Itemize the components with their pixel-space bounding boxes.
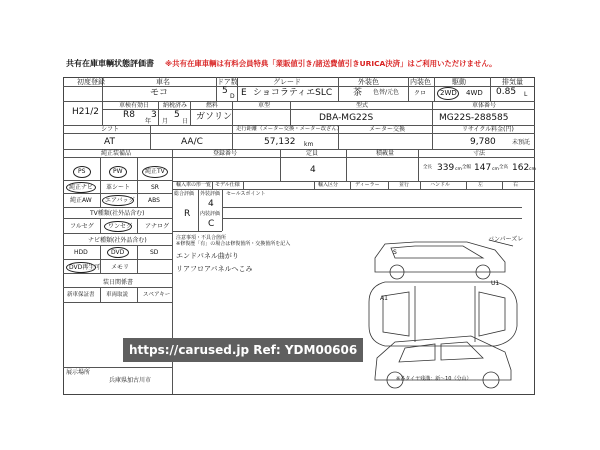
fuel-header: 燃料: [206, 102, 219, 109]
drive-4wd: 4WD: [466, 89, 483, 97]
tv-title: TV種類(社外品含む): [90, 210, 145, 217]
note-line-2: リアフロアパネルへこみ: [176, 265, 253, 273]
color-code-header: 色替/元色: [373, 89, 400, 96]
dealer-header: ディーラー: [355, 182, 380, 188]
doors-value: 5: [222, 86, 228, 96]
inspection-header: 車検有効日: [119, 102, 150, 109]
int-grade-header: 内装評価: [200, 211, 221, 217]
height-unit: cm: [529, 167, 536, 172]
type-value: DBA-MG22S: [319, 113, 374, 123]
doors-unit: D: [230, 93, 235, 100]
length-value: 339: [437, 163, 455, 173]
damage-mark-a1: A1: [380, 295, 388, 302]
unit-month: 月: [162, 118, 169, 125]
navi-sd: SD: [150, 249, 159, 256]
equip-abs: ABS: [148, 197, 160, 204]
equip-airbag: エアバッグ: [105, 197, 135, 204]
drive-2wd: 2WD: [440, 89, 457, 97]
damage-mark-u1: U1: [491, 280, 500, 287]
disp-value: 0.85: [496, 87, 517, 97]
body-header: 車型: [258, 102, 271, 109]
notes-sub: ※修復歴「有」の場合は修復箇所・交換箇所を記入: [176, 241, 291, 247]
handle-left: 左: [478, 182, 484, 188]
inspection-month: 3: [151, 110, 157, 120]
shift-value: AT: [104, 137, 115, 147]
import-cat-header: 輸入区分: [318, 182, 339, 188]
ext-color-header: 外装色: [358, 78, 379, 86]
sales-point-header: セールスポイント: [226, 191, 266, 197]
tax-header: 納税済み: [163, 102, 188, 109]
chassis-value: MG22S-288585: [439, 113, 509, 123]
location-value: 兵庫県加古川市: [109, 377, 152, 384]
total-grade: 4: [208, 199, 214, 209]
int-color-header: 内装色: [410, 78, 431, 86]
location-header: 展示場所: [66, 369, 91, 376]
length-unit: cm: [455, 167, 462, 172]
total-grade-header: 総合評価: [174, 191, 195, 197]
grade-prefix: E: [241, 88, 247, 98]
equip-sr: SR: [151, 184, 159, 191]
navi-hdd: HDD: [74, 249, 88, 256]
damage-mark-s: S: [393, 249, 397, 256]
equip-pw: PW: [113, 168, 123, 175]
int-grade: C: [208, 219, 215, 229]
doc-spare-key: スペアキー: [143, 292, 171, 298]
inspection-era: R8: [123, 110, 135, 120]
width-unit: cm: [492, 167, 499, 172]
shift-header: シフト: [101, 126, 120, 133]
import-header: 輸入車の形一覧: [176, 182, 212, 188]
unit-year: 年: [145, 118, 152, 125]
ext-color-value: 茶: [353, 88, 363, 98]
length-label: 全長: [423, 165, 432, 170]
model-header: 車名: [156, 78, 170, 86]
type-header: 型式: [356, 102, 369, 109]
bumper-label: バンパーズレ: [488, 236, 524, 243]
navi-title: ナビ種類(社外品含む): [88, 237, 147, 244]
capacity-header: 定員: [306, 150, 319, 157]
unit-day: 日: [182, 118, 189, 125]
parallel-header: 並行: [399, 182, 410, 188]
equip-ps: PS: [78, 168, 86, 175]
drive-header: 駆動: [452, 78, 466, 86]
first-reg-header: 初度登録: [77, 78, 105, 86]
disp-unit: L: [524, 91, 528, 98]
mileage-value: 57,132: [264, 137, 296, 147]
meter-header: メーター交換: [369, 126, 406, 133]
chassis-header: 車体番号: [472, 102, 497, 109]
notes-header: 注意事項・不具合箇所: [176, 235, 227, 241]
fuel-value: ガソリン: [196, 112, 233, 122]
mileage-header: 走行距離（メーター交換・メーター改ざん）: [236, 126, 342, 132]
note-line-1: エンドパネル曲がり: [176, 252, 239, 260]
height-value: 162: [512, 163, 530, 173]
navi-dvd: DVD: [111, 249, 125, 256]
height-label: 全高: [499, 165, 508, 170]
equip-leather-seat: 革シート: [106, 184, 131, 191]
ext-grade: R: [184, 209, 191, 219]
docs-title: 装日関係書: [103, 279, 134, 286]
reg-no-header: 登録番号: [213, 150, 238, 157]
grade-header: グレード: [273, 78, 301, 86]
watermark-banner: https://carused.jp Ref: YDM00606: [123, 338, 363, 362]
capacity-value: 4: [310, 165, 316, 175]
tv-analog: アナログ: [145, 223, 170, 230]
int-color-value: クロ: [414, 90, 427, 97]
tv-one: ワンセグ: [108, 223, 133, 230]
width-value: 147: [474, 163, 492, 173]
handle-right: 右: [513, 182, 519, 188]
doc-manual: 車両取説: [106, 292, 129, 298]
handle-header: ハンドル: [430, 182, 451, 188]
equip-header: 純正装備品: [101, 150, 132, 157]
recycle-note: 未預託: [512, 139, 531, 146]
ext-grade-header: 外装評価: [200, 191, 221, 197]
ac-value: AA/C: [181, 137, 203, 147]
disp-header: 排気量: [502, 78, 523, 86]
grade-value: ショコラティエSLC: [253, 88, 333, 98]
doc-warranty: 新車保証書: [67, 292, 95, 298]
member-notice: ※共有在庫車輌は有料会員特典「業販値引き/諸送費値引きURICA決済」はご利用いただけません。: [165, 59, 497, 68]
tire-note: ※各タイヤ残溝：新～10（分山）: [396, 376, 472, 382]
navi-dvd-play: DVD再生可: [69, 264, 101, 271]
tv-full: フルセグ: [70, 223, 94, 230]
first-reg-value: H21/2: [72, 107, 99, 117]
car-damage-diagram: [355, 236, 535, 392]
doors-header: ドア数: [217, 78, 238, 86]
recycle-value: 9,780: [470, 137, 496, 147]
size-header: 寸法: [473, 150, 486, 157]
load-header: 積載量: [376, 150, 395, 157]
navi-memory: メモリ: [111, 264, 130, 271]
equip-tv: 純正TV: [145, 168, 165, 175]
equip-aw: 純正AW: [70, 197, 92, 204]
recycle-header: リサイクル料金(円): [462, 126, 514, 133]
width-label: 全幅: [462, 165, 471, 170]
sheet-title: 共有在庫車輌状態評価書: [66, 59, 154, 68]
model-value: モコ: [150, 88, 169, 98]
equip-navi: 純正ナビ: [69, 184, 94, 191]
model-use-header: モデル仕様: [215, 182, 240, 188]
inspection-day: 5: [174, 110, 180, 120]
mileage-unit: km: [304, 141, 314, 148]
